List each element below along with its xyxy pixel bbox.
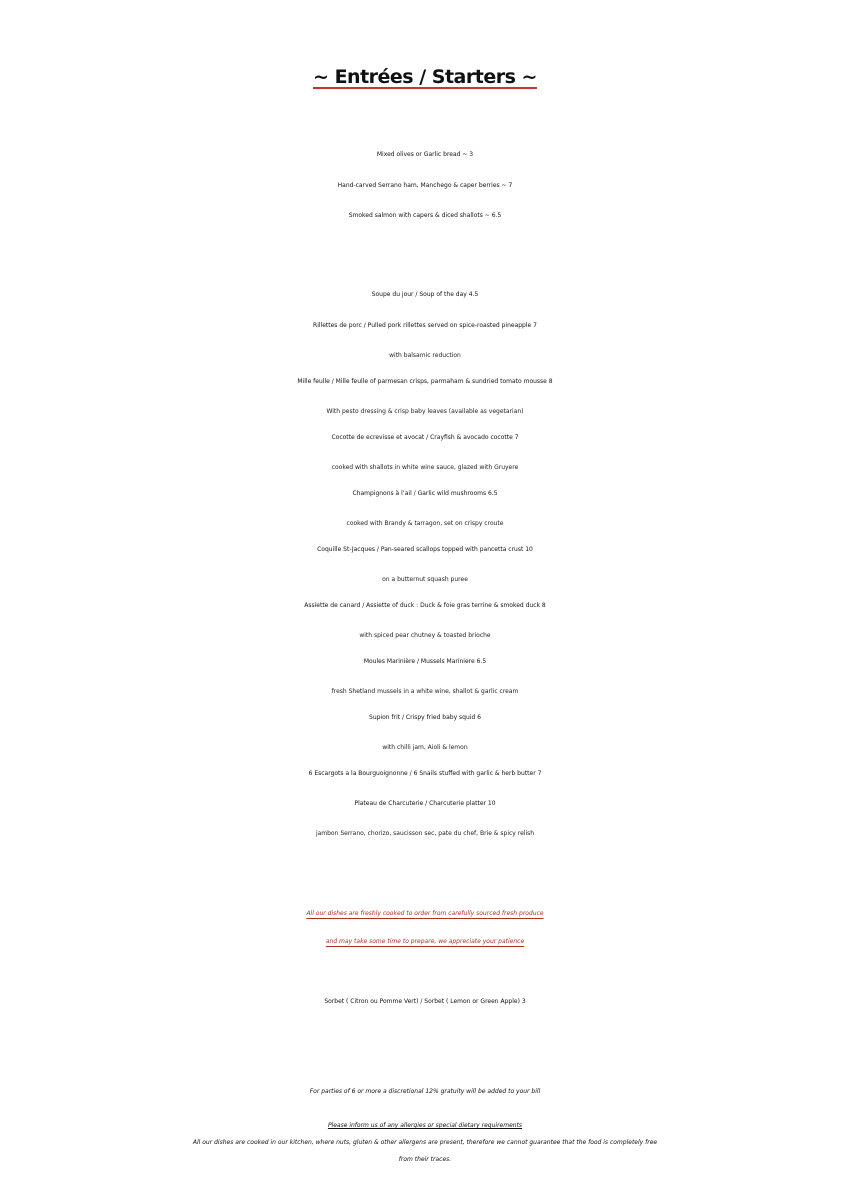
dish-description: with balsamic reduction	[389, 352, 461, 359]
notice-text: All our dishes are freshly cooked to order from carefully sourced fresh produce	[306, 910, 544, 917]
dish-name: Supion frit / Crispy fried baby squid 6	[369, 714, 481, 721]
notice-line	[0, 910, 850, 917]
dish-description: jambon Serrano, chorizo, saucisson sec, pate du chef, Brie & spicy relish	[315, 830, 535, 837]
sorbet-item: Sorbet ( Citron ou Pomme Vert) / Sorbet ( Lemon or Green Apple) 3	[324, 998, 526, 1005]
dish-description: cooked with shallots in white wine sauce, glazed with Gruyere	[331, 464, 519, 471]
dish-name: Mille feulle / Mille feulle of parmesan crisps, parmaham & sundried tomato mousse 8	[297, 378, 553, 385]
page-title	[0, 66, 850, 88]
page-title-text: ~ Entrées / Starters ~	[313, 66, 537, 88]
dish-name: Rillettes de porc / Pulled pork rillettes served on spice-roasted pineapple 7	[313, 322, 537, 329]
dish-name: 6 Escargots a la Bourguoignonne / 6 Snails stuffed with garlic & herb butter 7	[308, 770, 542, 777]
notice-text: and may take some time to prepare, we appreciate your patience	[325, 938, 525, 945]
dish-name: Moules Marinière / Mussels Mariniere 6.5	[363, 658, 487, 665]
allergy-note: All our dishes are cooked in our kitchen, where nuts, gluten & other allergens are present, therefore we cannot guarantee that the food is completely free	[192, 1139, 658, 1146]
gratuity-note: For parties of 6 or more a discretional 12% gratuity will be added to your bill	[309, 1088, 541, 1095]
starter-item: Mixed olives or Garlic bread ~ 3	[376, 151, 474, 158]
dish-description: cooked with Brandy & tarragon, set on crispy croute	[346, 520, 504, 527]
dish-name: Champignons à l’ail / Garlic wild mushrooms 6.5	[352, 490, 498, 497]
starter-item: Hand-carved Serrano ham, Manchego & caper berries ~ 7	[337, 182, 513, 189]
dish-description: with spiced pear chutney & toasted brioche	[359, 632, 491, 639]
allergy-note: from their traces.	[398, 1156, 452, 1163]
allergy-heading	[0, 1122, 850, 1129]
dish-name: Soupe du jour / Soup of the day 4.5	[371, 291, 479, 298]
dish-name: Cocotte de ecrevisse et avocat / Crayfish & avocado cocotte 7	[331, 434, 519, 441]
starter-item: Smoked salmon with capers & diced shallots ~ 6.5	[348, 212, 502, 219]
dish-description: fresh Shetland mussels in a white wine, shallot & garlic cream	[331, 688, 519, 695]
dish-description: on a butternut squash puree	[382, 576, 468, 583]
dish-description: with chilli jam, Aioli & lemon	[382, 744, 468, 751]
notice-line	[0, 938, 850, 945]
dish-name: Coquille St-Jacques / Pan-seared scallops topped with pancetta crust 10	[317, 546, 533, 553]
dish-description: With pesto dressing & crisp baby leaves (available as vegetarian)	[326, 408, 524, 415]
dish-name: Assiette de canard / Assiette of duck : Duck & foie gras terrine & smoked duck 8	[304, 602, 546, 609]
allergy-heading-text: Please inform us of any allergies or special dietary requirements	[327, 1122, 523, 1129]
dish-name: Plateau de Charcuterie / Charcuterie platter 10	[354, 800, 496, 807]
